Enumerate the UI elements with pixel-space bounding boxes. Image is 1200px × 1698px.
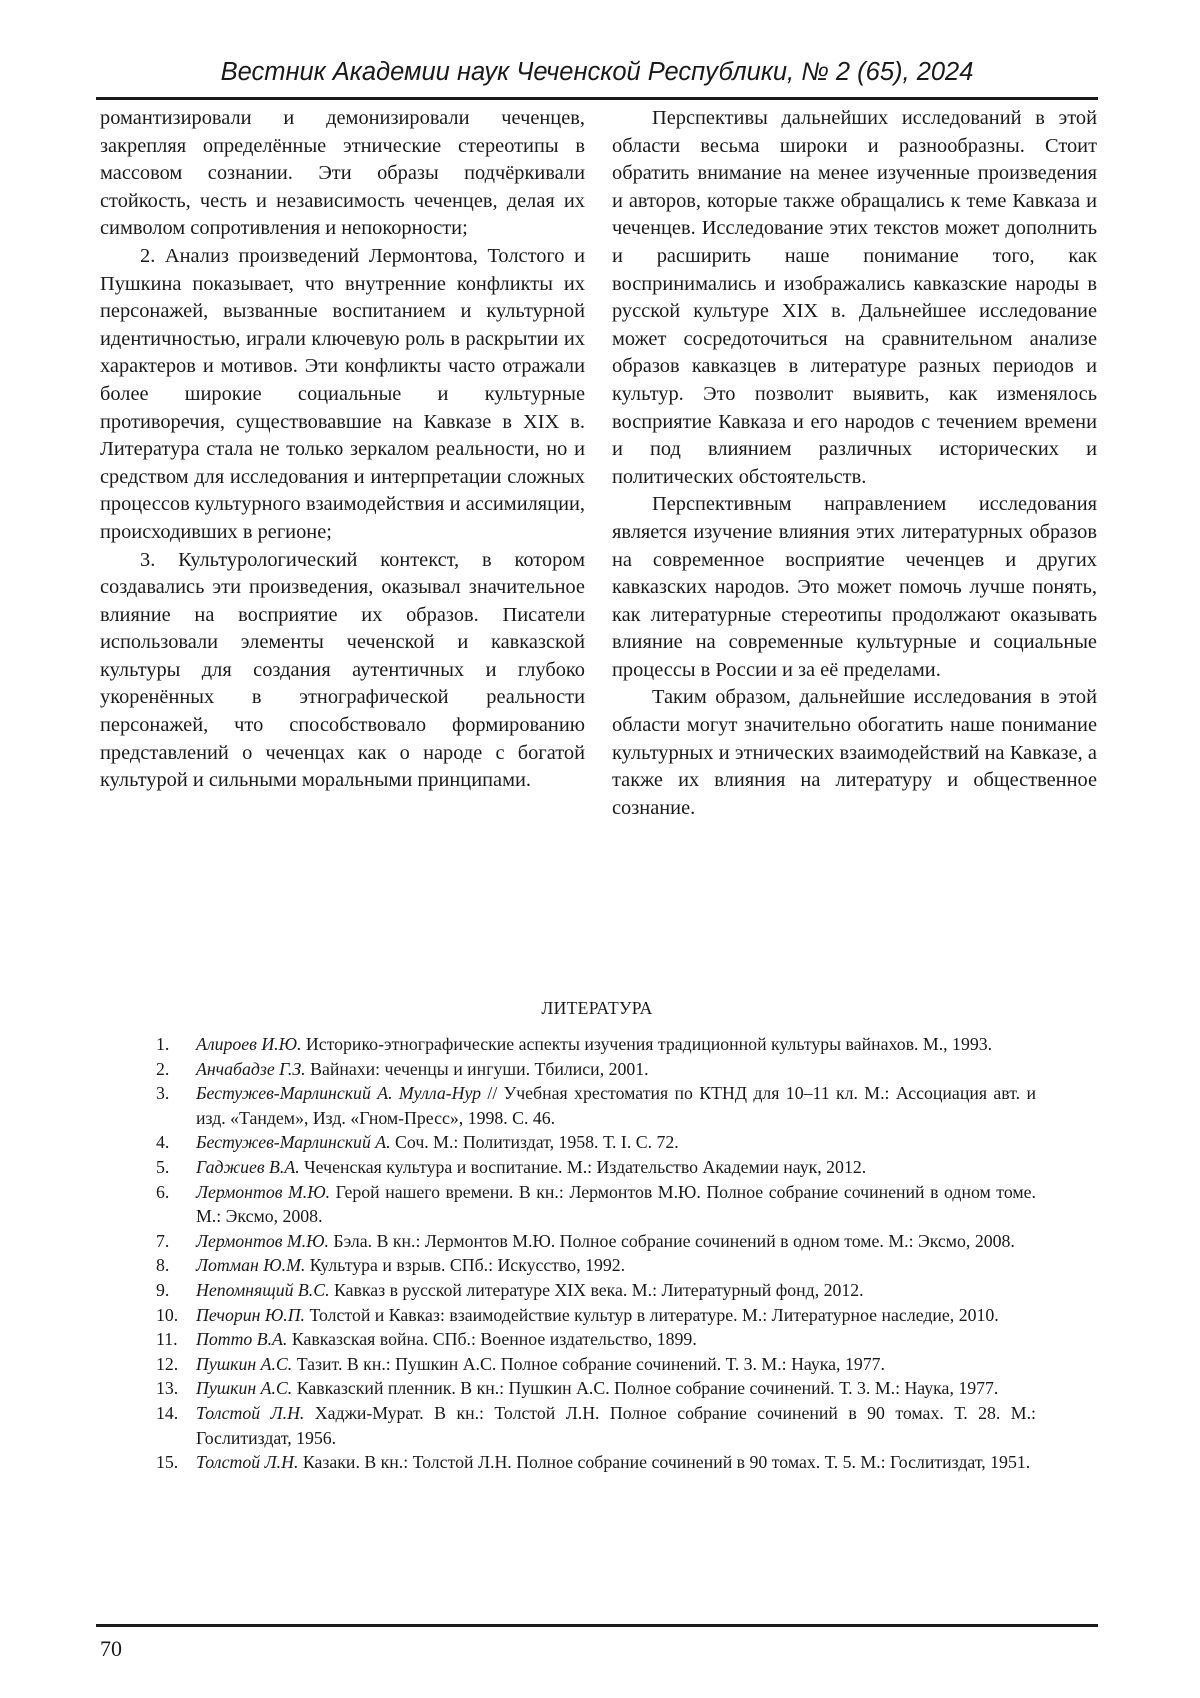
reference-author: Бестужев-Марлинский А. xyxy=(196,1132,391,1153)
journal-header: Вестник Академии наук Чеченской Республики, № 2 (65), 2024 xyxy=(220,58,974,86)
reference-number: 12. xyxy=(156,1353,179,1374)
reference-number: 15. xyxy=(156,1452,179,1473)
reference-item xyxy=(156,1278,1036,1303)
reference-author: Пушкин А.С. xyxy=(196,1378,293,1399)
reference-author: Непомнящий В.С. xyxy=(196,1279,330,1300)
reference-text: Соч. М.: Политиздат, 1958. Т. I. С. 72. xyxy=(390,1132,679,1153)
reference-text: // Учебная хрестоматия по КТНД для 10–11 кл. М.: Ассоциация авт. и изд. «Тандем», Изд. «Гном-Пресс», 1998. С. 46. xyxy=(196,1083,1036,1128)
reference-author: Печорин Ю.П. xyxy=(196,1304,306,1325)
reference-author: Толстой Л.Н. xyxy=(196,1402,305,1423)
reference-number: 8. xyxy=(156,1255,170,1276)
left-paragraph-2: 2. Анализ произведений Лермонтова, Толстого и Пушкина показывает, что внутренние конфликты их персонажей, вызванные воспитанием и культурной идентичностью, играли ключевую роль в раскрытии их характеров и мотивов. Эти конфликты часто отражали более широкие социальные и культурные противоречия, существовавшие на Кавказе в XIX в. Литература стала не только зеркалом реальности, но и средством для исследования и интерпретации сложных процессов культурного взаимодействия и ассимиляции, происходивших в регионе; xyxy=(100,244,585,543)
reference-item xyxy=(156,1303,1036,1328)
left-paragraph-1: романтизировали и демонизировали чеченцев, закрепляя определённые этнические стереотипы в массовом сознании. Эти образы подчёркивали стойкость, честь и независимость чеченцев, делая их символом сопротивления и непокорности; xyxy=(100,107,585,240)
reference-item xyxy=(156,1155,1036,1180)
reference-item xyxy=(156,1081,1036,1130)
reference-number: 6. xyxy=(156,1181,170,1202)
reference-text: Вайнахи: чеченцы и ингуши. Тбилиси, 2001. xyxy=(305,1058,649,1079)
reference-text: Кавказская война. СПб.: Военное издательство, 1899. xyxy=(287,1329,697,1350)
reference-author: Толстой Л.Н. xyxy=(196,1452,299,1473)
reference-number: 2. xyxy=(156,1058,170,1079)
footer-rule xyxy=(96,1624,1098,1627)
reference-number: 1. xyxy=(156,1034,170,1054)
reference-number: 11. xyxy=(156,1329,178,1350)
reference-author: Алироев И.Ю. xyxy=(196,1034,302,1054)
right-paragraph-3: Таким образом, дальнейшие исследования в этой области могут значительно обогатить наше понимание культурных и этнических взаимодействий на Кавказе, а также их влияния на литературу и общественное сознание. xyxy=(612,686,1097,819)
right-paragraph-1: Перспективы дальнейших исследований в этой области весьма широки и разнообразны. Стоит обратить внимание на менее изученные произведения и авторов, которые также обращались к теме Кавказа и чеченцев. Исследование этих текстов может дополнить и расширить наше понимание того, как воспринимались и изображались кавказские народы в русской культуре XIX в. Дальнейшее исследование может сосредоточиться на сравнительном анализе образов кавказцев в литературе разных периодов и культур. Это позволит выявить, как изменялось восприятие Кавказа и его народов с течением времени и под влиянием различных исторических и политических обстоятельств. xyxy=(612,107,1097,488)
reference-author: Анчабадзе Г.З. xyxy=(196,1058,306,1079)
reference-item xyxy=(156,1057,1036,1082)
header-rule xyxy=(96,97,1098,100)
reference-item xyxy=(156,1376,1036,1401)
reference-number: 5. xyxy=(156,1156,170,1177)
reference-text: Чеченская культура и воспитание. М.: Издательство Академии наук, 2012. xyxy=(299,1156,867,1177)
reference-item xyxy=(156,1032,1036,1057)
reference-author: Гаджиев В.А. xyxy=(196,1156,300,1177)
reference-text: Толстой и Кавказ: взаимодействие культур в литературе. М.: Литературное наследие, 2010. xyxy=(305,1304,999,1325)
reference-number: 13. xyxy=(156,1378,179,1399)
reference-number: 14. xyxy=(156,1402,179,1423)
reference-text: Герой нашего времени. В кн.: Лермонтов М.Ю. Полное собрание сочинений в одном томе. М.: Эксмо, 2008. xyxy=(196,1181,1036,1227)
references-title: ЛИТЕРАТУРА xyxy=(541,998,653,1018)
references-list xyxy=(156,1032,1036,1475)
reference-number: 4. xyxy=(156,1132,170,1153)
reference-item xyxy=(156,1327,1036,1352)
reference-number: 3. xyxy=(156,1083,170,1104)
reference-number: 9. xyxy=(156,1279,170,1300)
reference-text: Хаджи-Мурат. В кн.: Толстой Л.Н. Полное собрание сочинений в 90 томах. Т. 28. М.: Гослитиздат, 1956. xyxy=(196,1402,1036,1448)
reference-text: Тазит. В кн.: Пушкин А.С. Полное собрание сочинений. Т. 3. М.: Наука, 1977. xyxy=(292,1353,885,1374)
reference-item xyxy=(156,1180,1036,1229)
reference-author: Лермонтов М.Ю. xyxy=(196,1181,331,1202)
reference-text: Кавказский пленник. В кн.: Пушкин А.С. Полное собрание сочинений. Т. 3. М.: Наука, 1977. xyxy=(292,1378,999,1399)
left-column xyxy=(100,105,585,795)
reference-item xyxy=(156,1450,1036,1475)
reference-author: Лотман Ю.М. xyxy=(196,1255,306,1276)
reference-item xyxy=(156,1229,1036,1254)
reference-text: Казаки. В кн.: Толстой Л.Н. Полное собрание сочинений в 90 томах. Т. 5. М.: Гослитиздат, 1951. xyxy=(298,1452,1031,1473)
reference-item xyxy=(156,1253,1036,1278)
reference-text: Историко-этнографические аспекты изучения традиционной культуры вайнахов. М., 1993. xyxy=(301,1034,993,1054)
reference-number: 7. xyxy=(156,1230,170,1251)
reference-author: Потто В.А. xyxy=(196,1329,288,1350)
reference-author: Пушкин А.С. xyxy=(196,1353,293,1374)
reference-item xyxy=(156,1352,1036,1377)
reference-text: Кавказ в русской литературе XIX века. М.: Литературный фонд, 2012. xyxy=(329,1279,864,1300)
right-column xyxy=(612,105,1097,822)
reference-number: 10. xyxy=(156,1304,179,1325)
reference-text: Бэла. В кн.: Лермонтов М.Ю. Полное собрание сочинений в одном томе. М.: Эксмо, 2008. xyxy=(328,1230,1015,1251)
reference-author: Бестужев-Марлинский А. Мулла-Нур xyxy=(196,1083,482,1104)
right-paragraph-2: Перспективным направлением исследования является изучение влияния этих литературных образов на современное восприятие чеченцев и других кавказских народов. Это может помочь лучше понять, как литературные стереотипы продолжают оказывать влияние на современные культурные и социальные процессы в России и за её пределами. xyxy=(612,493,1097,681)
reference-item xyxy=(156,1401,1036,1450)
page-number: 70 xyxy=(100,1636,122,1661)
left-paragraph-3: 3. Культурологический контекст, в котором создавались эти произведения, оказывал значительное влияние на восприятие их образов. Писатели использовали элементы чеченской и кавказской культуры для создания аутентичных и глубоко укоренённых в этнографической реальности персонажей, что способствовало формированию представлений о чеченцах как о народе с богатой культурой и сильными моральными принципами. xyxy=(100,548,585,792)
reference-item xyxy=(156,1130,1036,1155)
reference-author: Лермонтов М.Ю. xyxy=(196,1230,329,1251)
reference-text: Культура и взрыв. СПб.: Искусство, 1992. xyxy=(305,1255,626,1276)
